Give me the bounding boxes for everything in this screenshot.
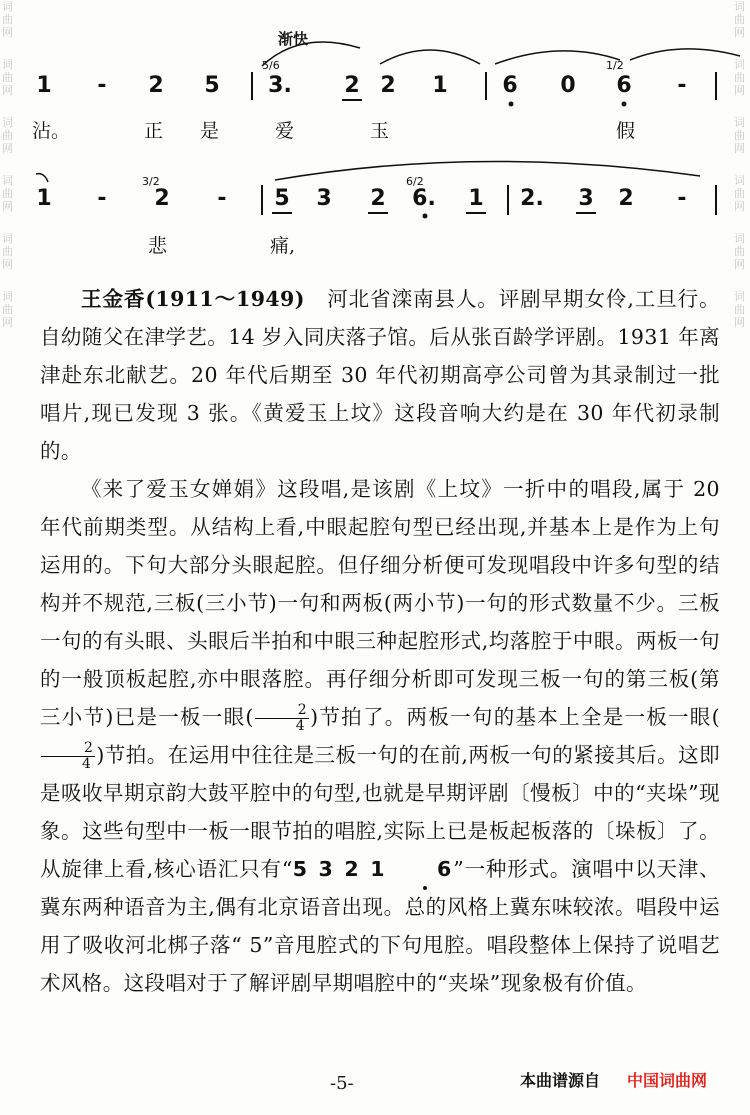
score-note: 6 <box>502 73 518 98</box>
watermark-char: 曲 <box>2 129 13 142</box>
watermark-char: 网 <box>2 258 13 271</box>
score-note: 3 <box>578 186 594 211</box>
watermark-char: 词 <box>2 0 13 13</box>
score-note: 2. <box>520 186 544 211</box>
score-note: 6. <box>412 186 436 211</box>
watermark-char: 网 <box>2 316 13 329</box>
lyric-char: 痛, <box>270 235 296 257</box>
watermark-char: 曲 <box>734 129 745 142</box>
score-note: 6 <box>616 73 632 98</box>
watermark-char: 词 <box>734 232 745 245</box>
watermark-char: 网 <box>734 316 745 329</box>
grace-note: 3/2 <box>142 175 160 188</box>
score-note: 5 <box>204 73 220 98</box>
grace-note: 6/2 <box>406 175 424 188</box>
score-note: 2 <box>370 186 386 211</box>
site-name-link[interactable]: 中国词曲网 <box>627 1071 708 1090</box>
lyric-char: 玉 <box>370 120 390 142</box>
watermark-char: 网 <box>734 200 745 213</box>
watermark-char: 词 <box>734 290 745 303</box>
watermark-char: 曲 <box>734 187 745 200</box>
grace-note: 5/6 <box>262 59 280 72</box>
score-note: 3. <box>268 73 292 98</box>
time-signature-fraction-1 <box>255 703 309 734</box>
watermark-char: 词 <box>2 116 13 129</box>
score-note: 2 <box>154 186 170 211</box>
watermark-char: 曲 <box>734 13 745 26</box>
page-number: -5- <box>330 1073 354 1094</box>
watermark-char: 曲 <box>734 245 745 258</box>
tempo-mark: 渐快 <box>278 30 309 48</box>
score-note: 3 <box>316 186 332 211</box>
watermark-char: 网 <box>2 84 13 97</box>
watermark-char: 网 <box>2 200 13 213</box>
lyric-char: 爱 <box>275 120 295 142</box>
watermark-char: 网 <box>2 26 13 39</box>
singer-name-heading: 王金香(1911～1949) <box>81 287 305 311</box>
watermark-char: 词 <box>734 116 745 129</box>
score-note: 1 <box>468 186 484 211</box>
watermark-char: 词 <box>2 290 13 303</box>
paragraph-2 <box>40 470 720 1002</box>
lyric-char: 假 <box>616 120 636 142</box>
watermark-char: 曲 <box>2 187 13 200</box>
watermark-char: 词 <box>2 58 13 71</box>
watermark-char: 词 <box>734 0 745 13</box>
score-note: 1 <box>36 186 52 211</box>
lyric-char: 悲 <box>148 235 168 257</box>
watermark-char: 词 <box>2 232 13 245</box>
score-note: - <box>677 186 687 211</box>
lyric-char: 沾。 <box>32 120 71 142</box>
watermark-char: 曲 <box>734 303 745 316</box>
watermark-char: 词 <box>2 174 13 187</box>
score-note: 1 <box>432 73 448 98</box>
watermark-char: 网 <box>734 258 745 271</box>
score-note: 1 <box>36 73 52 98</box>
lyric-char: 正 <box>144 120 164 142</box>
core-motif-notes: 5 3 2 1 <box>292 857 397 881</box>
source-label: 本曲谱源自 <box>520 1071 601 1090</box>
jianpu-score <box>0 0 750 270</box>
watermark-char: 网 <box>734 84 745 97</box>
fraction-1-numerator: 2 <box>255 703 309 719</box>
watermark-char: 曲 <box>734 71 745 84</box>
score-note: - <box>217 186 227 211</box>
paragraph-2-text-c: )节拍。在运用中往往是三板一句的在前,两板一句的紧接其后。这即是吸收早期京韵大鼓平腔中的句型,也就是早期评剧〔慢板〕中的“夹垛”现象。这些句型中一板一眼节拍的唱腔,实际上已是板起板落的〔垛板〕了。从旋律上看,核心语汇只有“ <box>40 743 720 881</box>
score-note: 2 <box>618 186 634 211</box>
article-body <box>40 280 720 1002</box>
fraction-2-denominator: 4 <box>82 756 92 772</box>
score-note: 2 <box>380 73 396 98</box>
score-note: 5 <box>274 186 290 211</box>
paragraph-2-text-d: ”一种形式。演唱中以天津、冀东两种语音为主,偶有北京语音出现。总的风格上冀东味较浓。唱段中运用了吸收河北梆子落“ 5”音甩腔式的下句甩腔。唱段整体上保持了说唱艺术风格。这段唱对于了解评剧早期唱腔中的“夹垛”现象极有价值。 <box>40 857 720 995</box>
grace-note: 1/2 <box>606 59 624 72</box>
paragraph-2-text-b: )节拍了。两板一句的基本上全是一板一眼( <box>310 705 720 729</box>
fraction-1-denominator: 4 <box>295 718 306 734</box>
watermark-char: 曲 <box>2 245 13 258</box>
watermark-char: 曲 <box>2 13 13 26</box>
score-note: 2 <box>344 73 360 98</box>
core-motif-low-note: 6 <box>396 850 453 888</box>
fraction-2-numerator: 2 <box>41 741 95 757</box>
score-note: 0 <box>560 73 576 98</box>
time-signature-fraction-2 <box>41 741 95 772</box>
watermark-char: 词 <box>734 174 745 187</box>
paragraph-1-text: 河北省滦南县人。评剧早期女伶,工旦行。自幼随父在津学艺。14 岁入同庆落子馆。后从张百龄学评剧。1931 年离津赴东北献艺。20 年代后期至 30 年代初期高亭公司曾为其录制过一批唱片,现已发现 3 张。《黄爱玉上坟》这段音响大约是在 30 年代初录制的。 <box>40 287 720 463</box>
watermark-char: 曲 <box>2 71 13 84</box>
score-note: 2 <box>148 73 164 98</box>
core-motif <box>293 857 454 881</box>
score-note: - <box>677 73 687 98</box>
paragraph-1 <box>40 280 720 470</box>
watermark-char: 网 <box>734 26 745 39</box>
watermark-char: 词 <box>734 58 745 71</box>
watermark-char: 网 <box>2 142 13 155</box>
watermark-char: 曲 <box>2 303 13 316</box>
watermark-char: 网 <box>734 142 745 155</box>
paragraph-2-text-a: 《来了爱玉女婵娟》这段唱,是该剧《上坟》一折中的唱段,属于 20 年代前期类型。从结构上看,中眼起腔句型已经出现,并基本上是作为上句运用的。下句大部分头眼起腔。但仔细分析便可发现唱段中许多句型的结构并不规范,三板(三小节)一句和两板(两小节)一句的形式数量不少。三板一句的有头眼、头眼后半拍和中眼三种起腔形式,均落腔于中眼。两板一句的一般顶板起腔,亦中眼落腔。再仔细分析即可发现三板一句的第三板(第三小节)已是一板一眼( <box>40 477 720 729</box>
score-note: - <box>97 73 107 98</box>
score-note: - <box>97 186 107 211</box>
lyric-char: 是 <box>200 120 220 142</box>
